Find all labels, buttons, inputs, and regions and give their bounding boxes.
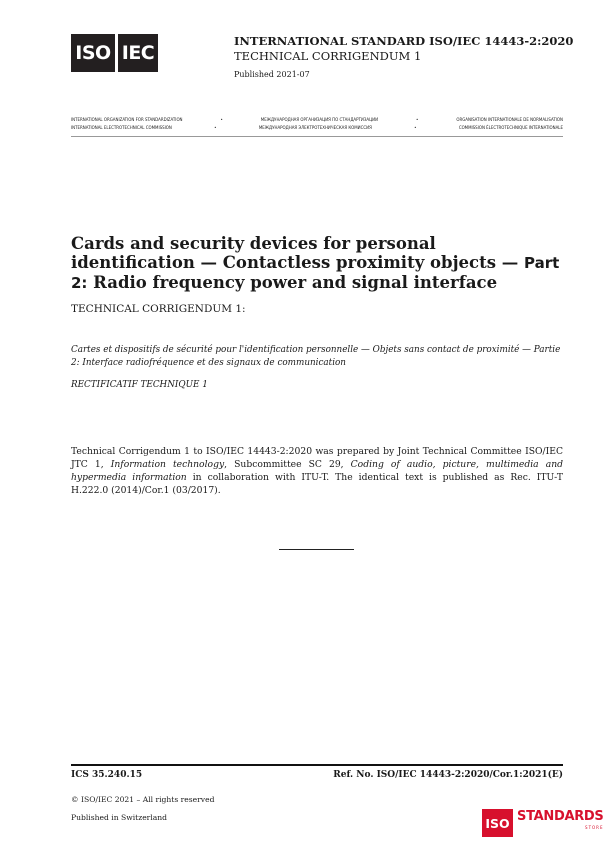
copyright: © ISO/IEC 2021 – All rights reserved	[71, 795, 215, 804]
document-title	[71, 234, 563, 293]
published-date: Published 2021-07	[234, 70, 310, 79]
bullet-separator: •	[414, 126, 417, 131]
title-main: Cards and security devices for personal identification — Contactless proximity objects —	[71, 234, 524, 272]
header-divider	[71, 136, 563, 137]
org-name: INTERNATIONAL ELECTROTECHNICAL COMMISSION	[71, 126, 172, 131]
iso-logo: ISO	[71, 34, 115, 72]
organizations-line-2	[71, 126, 563, 131]
bullet-separator: •	[416, 118, 419, 123]
org-name: МЕЖДУНАРОДНАЯ ЭЛЕКТРОТЕХНИЧЕСКАЯ КОМИССИЯ	[258, 126, 372, 131]
body-italic-2: Coding of audio, picture, multimedia and hypermedia information	[71, 459, 564, 483]
body-text-1: Technical Corrigendum 1 to ISO/IEC 14443-2:2020 was prepared by Joint Technical Committee ISO/IEC JTC 1,	[71, 446, 563, 470]
title-part: Part 2:	[71, 254, 560, 292]
corrigendum-label: TECHNICAL CORRIGENDUM 1:	[71, 303, 246, 315]
org-name: INTERNATIONAL ORGANIZATION FOR STANDARDIZATION	[71, 118, 183, 123]
org-name: ORGANISATION INTERNATIONALE DE NORMALISATION	[456, 118, 563, 123]
iec-logo: IEC	[118, 34, 158, 72]
organizations-line-1	[71, 118, 563, 123]
published-in: Published in Switzerland	[71, 813, 168, 822]
standards-store-watermark	[482, 809, 603, 837]
watermark-text	[517, 809, 603, 830]
org-name: COMMISSION ÉLECTROTECHNIQUE INTERNATIONALE	[458, 126, 563, 131]
watermark-store: STORE	[585, 825, 603, 830]
body-paragraph	[71, 445, 563, 497]
footer-divider	[71, 764, 563, 766]
bullet-separator: •	[220, 118, 223, 123]
title-rest: Radio frequency power and signal interface	[87, 273, 498, 292]
watermark-iso-logo: ISO	[482, 809, 513, 837]
body-text-2: , Subcommittee SC 29,	[224, 459, 351, 470]
watermark-standards: STANDARDS	[517, 809, 603, 824]
bullet-separator: •	[214, 126, 217, 131]
reference-number: Ref. No. ISO/IEC 14443-2:2020/Cor.1:2021(E)	[333, 770, 563, 780]
body-text-3: in collaboration with ITU-T. The identical text is published as Rec. ITU-T H.222.0 (2014)/Cor.1 (03/2017).	[71, 472, 563, 496]
ics-code: ICS 35.240.15	[71, 770, 143, 780]
french-corrigendum: RECTIFICATIF TECHNIQUE 1	[71, 380, 208, 390]
body-italic-1: Information technology	[110, 459, 225, 470]
french-title: Cartes et dispositifs de sécurité pour l'identification personnelle — Objets sans contact de proximité — Partie 2: Interface radiofréquence et des signaux de communication	[71, 345, 561, 368]
end-rule	[279, 549, 354, 550]
standard-title: INTERNATIONAL STANDARD ISO/IEC 14443-2:2020	[234, 34, 574, 48]
document-type: TECHNICAL CORRIGENDUM 1	[234, 49, 422, 63]
org-name: МЕЖДУНАРОДНАЯ ОРГАНИЗАЦИЯ ПО СТАНДАРТИЗАЦИИ	[260, 118, 379, 123]
